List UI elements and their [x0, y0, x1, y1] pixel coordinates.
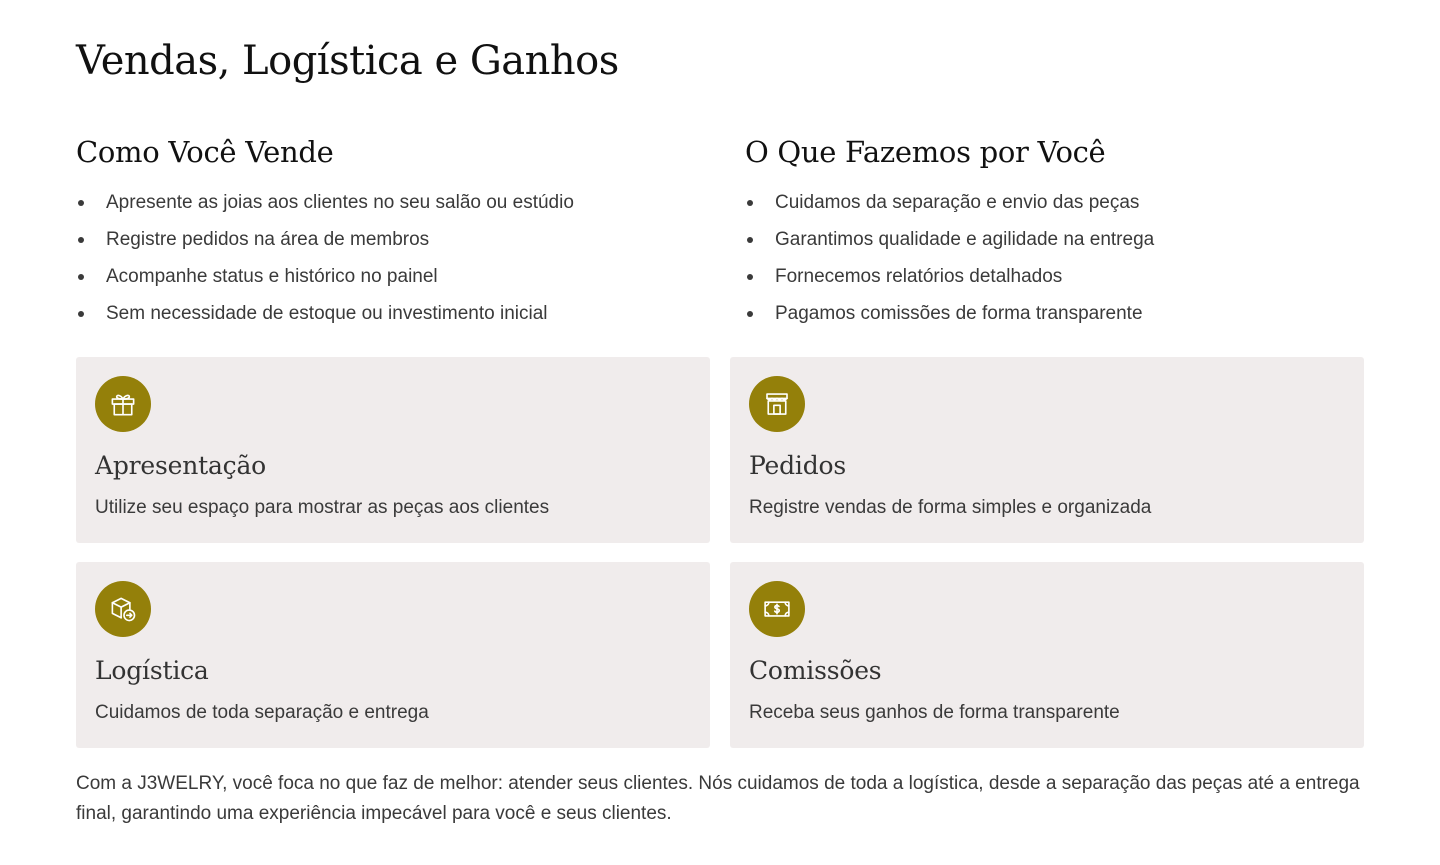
list-item: Pagamos comissões de forma transparente	[745, 295, 1385, 332]
list-item: Fornecemos relatórios detalhados	[745, 258, 1385, 295]
list-item: Sem necessidade de estoque ou investimento inicial	[76, 295, 716, 332]
card-title: Comissões	[749, 656, 882, 685]
feature-card-commissions	[730, 562, 1364, 748]
list-item: Garantimos qualidade e agilidade na entrega	[745, 221, 1385, 258]
money-bill-icon	[749, 581, 805, 637]
feature-card-presentation	[76, 357, 710, 543]
card-text: Utilize seu espaço para mostrar as peças aos clientes	[95, 497, 550, 518]
card-text: Registre vendas de forma simples e organizada	[749, 497, 1152, 518]
closing-paragraph: Com a J3WELRY, você foca no que faz de melhor: atender seus clientes. Nós cuidamos de toda a logística, desde a separação das peças até a entrega final, garantindo uma experiência impecável para você e seus clientes.	[76, 773, 1360, 824]
storefront-icon	[749, 376, 805, 432]
card-title: Logística	[95, 656, 209, 685]
card-text: Cuidamos de toda separação e entrega	[95, 702, 429, 723]
section-heading: O Que Fazemos por Você	[745, 135, 1106, 169]
package-delivery-icon	[95, 581, 151, 637]
card-title: Apresentação	[95, 451, 267, 480]
card-title: Pedidos	[749, 451, 846, 480]
bullet-list	[745, 184, 1385, 332]
page-title: Vendas, Logística e Ganhos	[76, 38, 619, 84]
feature-card-orders	[730, 357, 1364, 543]
bullet-list	[76, 184, 716, 332]
gift-icon	[95, 376, 151, 432]
how-you-sell-section	[76, 132, 716, 332]
section-heading: Como Você Vende	[76, 135, 334, 169]
list-item: Apresente as joias aos clientes no seu salão ou estúdio	[76, 184, 716, 221]
what-we-do-section	[745, 132, 1385, 332]
list-item: Acompanhe status e histórico no painel	[76, 258, 716, 295]
list-item: Registre pedidos na área de membros	[76, 221, 716, 258]
feature-card-logistics	[76, 562, 710, 748]
card-text: Receba seus ganhos de forma transparente	[749, 702, 1120, 723]
list-item: Cuidamos da separação e envio das peças	[745, 184, 1385, 221]
